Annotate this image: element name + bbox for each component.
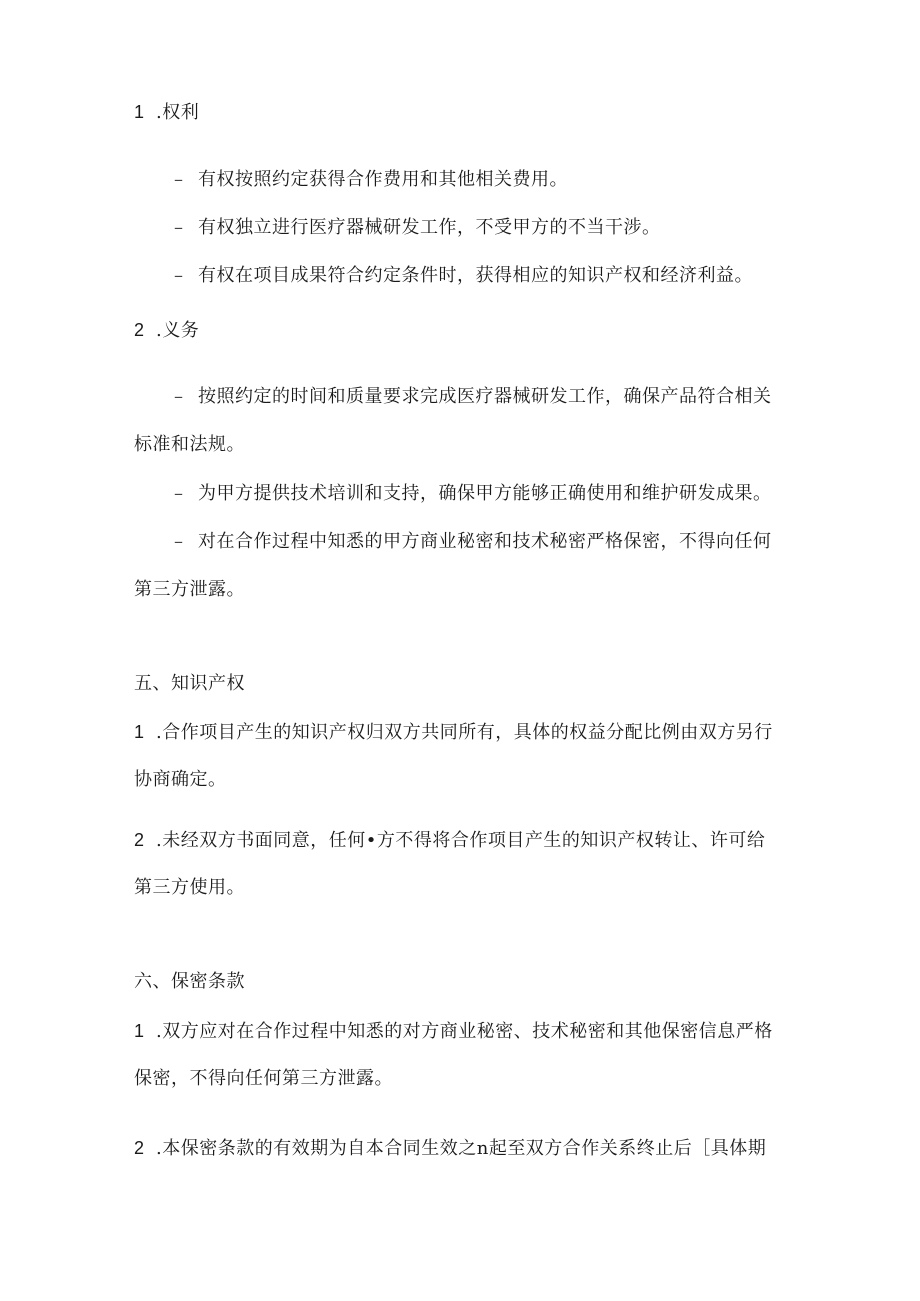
item-number: 2: [134, 320, 145, 340]
obligations-item-1: [174, 385, 772, 409]
item-number: 1: [134, 102, 145, 122]
item-text: 有权在项目成果符合约定条件时，获得相应的知识产权和经济利益。: [198, 265, 753, 286]
ip-clause-1-cont: [134, 768, 227, 792]
item-number: 2: [134, 830, 145, 850]
item-text: 有权独立进行医疗器械研发工作，不受甲方的不当干涉。: [198, 217, 661, 238]
item-text: 协商确定。: [134, 769, 227, 790]
obligations-item-3: [174, 530, 772, 554]
obligations-heading: [134, 318, 199, 343]
section-title: 五、知识产权: [134, 673, 245, 694]
obligations-item-3-cont: [134, 578, 245, 602]
ip-clause-1: [134, 720, 773, 745]
item-text: 对在合作过程中知悉的甲方商业秘密和技术秘密严格保密，不得向任何: [198, 531, 772, 552]
confidentiality-clause-2: [134, 1136, 766, 1161]
dash-marker: –: [174, 217, 184, 238]
dash-marker: –: [174, 483, 184, 504]
ip-clause-2-cont: [134, 876, 245, 900]
rights-item-3: [174, 264, 753, 288]
section-heading-confidentiality: [134, 970, 245, 994]
item-text: 有权按照约定获得合作费用和其他相关费用。: [198, 169, 568, 190]
item-text: 标准和法规。: [134, 434, 245, 455]
item-text: 按照约定的时间和质量要求完成医疗器械研发工作，确保产品符合相关: [198, 386, 772, 407]
dash-marker: –: [174, 386, 184, 407]
item-text: 保密，不得向任何第三方泄露。: [134, 1068, 393, 1089]
rights-item-2: [174, 216, 661, 240]
item-number: 1: [134, 1021, 145, 1041]
item-text: 第三方使用。: [134, 877, 245, 898]
dash-marker: –: [174, 265, 184, 286]
obligations-item-2: [174, 482, 772, 506]
section-title: 六、保密条款: [134, 971, 245, 992]
item-text: .双方应对在合作过程中知悉的对方商业秘密、技术秘密和其他保密信息严格: [156, 1021, 773, 1042]
ip-clause-2: [134, 828, 765, 853]
rights-heading: [134, 100, 199, 125]
dash-marker: –: [174, 531, 184, 552]
item-text: .权利: [156, 102, 200, 123]
item-text: 为甲方提供技术培训和支持，确保甲方能够正确使用和维护研发成果。: [198, 483, 772, 504]
dash-marker: –: [174, 169, 184, 190]
item-text: 第三方泄露。: [134, 579, 245, 600]
item-text: .合作项目产生的知识产权归双方共同所有，具体的权益分配比例由双方另行: [156, 722, 773, 743]
confidentiality-clause-1: [134, 1019, 773, 1044]
item-number: 2: [134, 1138, 145, 1158]
item-text: .义务: [156, 320, 200, 341]
rights-item-1: [174, 168, 568, 192]
section-heading-ip: [134, 672, 245, 696]
obligations-item-1-cont: [134, 433, 245, 457]
item-text: .未经双方书面同意，任何•方不得将合作项目产生的知识产权转让、许可给: [156, 830, 766, 851]
item-number: 1: [134, 722, 145, 742]
item-text: .本保密条款的有效期为自本合同生效之n起至双方合作关系终止后［具体期: [156, 1138, 767, 1159]
confidentiality-clause-1-cont: [134, 1067, 393, 1091]
